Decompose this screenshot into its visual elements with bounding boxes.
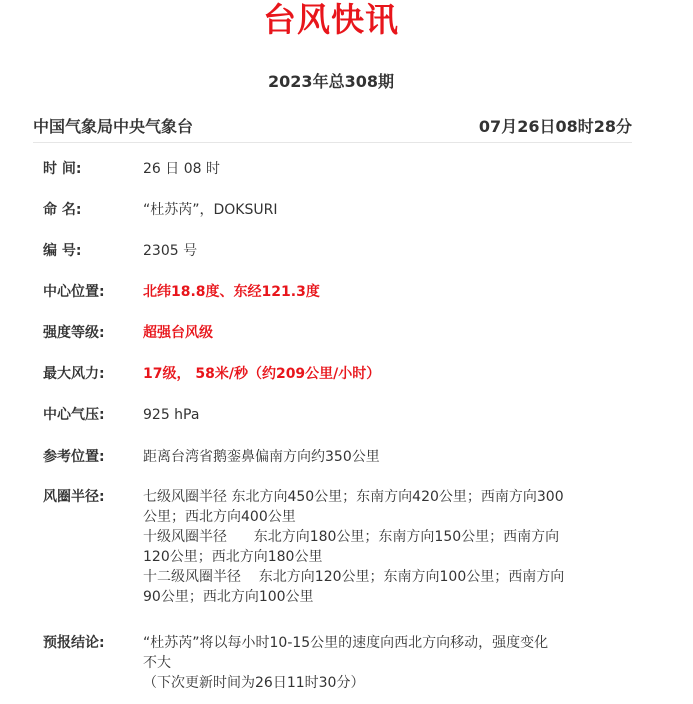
name-value: “杜苏芮”，DOKSURI [143,202,278,218]
reference-label: 参考位置: [43,449,105,465]
wind-radius-line: 十二级风圈半径 东北方向120公里；东南方向100公里；西南方向 [143,569,565,585]
time-value: 26 日 08 时 [143,161,220,177]
pressure-label: 中心气压: [43,407,105,423]
header-divider [33,142,632,143]
time-label: 时 间: [43,161,82,177]
wind-radius-line: 120公里；西北方向180公里 [143,549,323,565]
number-value: 2305 号 [143,243,198,259]
wind-radius-value [143,487,623,607]
forecast-value [143,633,623,693]
issuer-name: 中国气象局中央气象台 [33,117,194,136]
max-wind-label: 最大风力: [43,366,105,382]
name-label: 命 名: [43,202,82,218]
wind-radius-line: 十级风圈半径 东北方向180公里；东南方向150公里；西南方向 [143,529,560,545]
forecast-line: “杜苏芮”将以每小时10-15公里的速度向西北方向移动，强度变化 [143,635,549,651]
wind-radius-line: 90公里；西北方向100公里 [143,589,314,605]
wind-radius-line: 公里；西北方向400公里 [143,509,296,525]
forecast-line: 不大 [143,655,171,671]
forecast-label: 预报结论: [43,635,105,651]
number-label: 编 号: [43,243,82,259]
forecast-line: （下次更新时间为26日11时30分） [143,675,365,691]
intensity-value: 超强台风级 [143,325,213,341]
publish-time: 07月26日08时28分 [478,117,632,136]
center-label: 中心位置: [43,284,105,300]
intensity-label: 强度等级: [43,325,105,341]
wind-radius-line: 七级风圈半径 东北方向450公里；东南方向420公里；西南方向300 [143,489,564,505]
wind-radius-label: 风圈半径: [43,489,105,505]
center-value: 北纬18.8度、东经121.3度 [143,284,320,300]
max-wind-value: 17级， 58米/秒（约209公里/小时） [143,366,381,382]
page-title: 台风快讯 [263,0,399,39]
pressure-value: 925 hPa [143,407,200,423]
reference-value: 距离台湾省鹅銮鼻偏南方向约350公里 [143,449,380,465]
header-row [33,113,632,141]
issue-number: 2023年总308期 [268,72,394,91]
